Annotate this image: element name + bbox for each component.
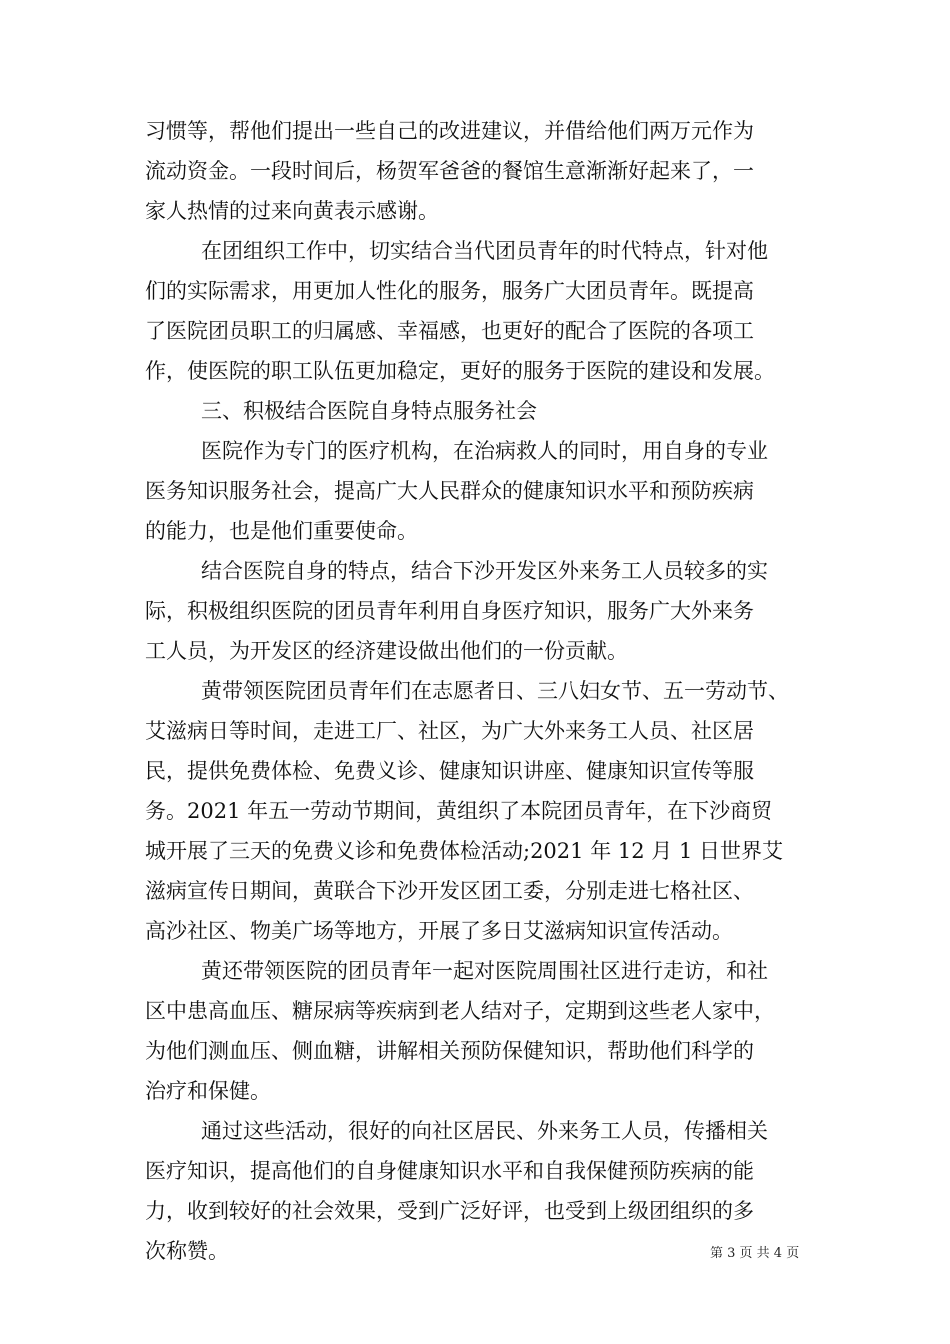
paragraph-first-line: 三、积极结合医院自身特点服务社会: [201, 399, 537, 423]
text-line: 习惯等，帮他们提出一些自己的改进建议，并借给他们两万元作为: [145, 119, 754, 143]
paragraph-first-line: 在团组织工作中，切实结合当代团员青年的时代特点，针对他: [201, 239, 768, 263]
paragraph-first-line: 黄还带领医院的团员青年一起对医院周围社区进行走访，和社: [201, 959, 768, 983]
text-line: 作，使医院的职工队伍更加稳定，更好的服务于医院的建设和发展。: [145, 359, 775, 383]
text-line: 际，积极组织医院的团员青年利用自身医疗知识，服务广大外来务: [145, 599, 754, 623]
text-line: 次称赞。: [145, 1239, 229, 1263]
text-line: 了医院团员职工的归属感、幸福感，也更好的配合了医院的各项工: [145, 319, 754, 343]
text-line: 高沙社区、物美广场等地方，开展了多日艾滋病知识宣传活动。: [145, 919, 733, 943]
paragraph-first-line: 黄带领医院团员青年们在志愿者日、三八妇女节、五一劳动节、: [201, 679, 789, 703]
paragraph-first-line: 结合医院自身的特点，结合下沙开发区外来务工人员较多的实: [201, 559, 768, 583]
text-line: 工人员，为开发区的经济建设做出他们的一份贡献。: [145, 639, 628, 663]
text-line: 务。2021 年五一劳动节期间，黄组织了本院团员青年，在下沙商贸: [145, 799, 773, 823]
text-line: 区中患高血压、糖尿病等疾病到老人结对子，定期到这些老人家中，: [145, 999, 775, 1023]
text-line: 滋病宣传日期间，黄联合下沙开发区团工委，分别走进七格社区、: [145, 879, 754, 903]
paragraph-first-line: 医院作为专门的医疗机构，在治病救人的同时，用自身的专业: [201, 439, 768, 463]
text-line: 医务知识服务社会，提高广大人民群众的健康知识水平和预防疾病: [145, 479, 754, 503]
text-line: 医疗知识，提高他们的自身健康知识水平和自我保健预防疾病的能: [145, 1159, 754, 1183]
text-line: 艾滋病日等时间，走进工厂、社区，为广大外来务工人员、社区居: [145, 719, 754, 743]
paragraph-first-line: 通过这些活动，很好的向社区居民、外来务工人员，传播相关: [201, 1119, 768, 1143]
text-line: 家人热情的过来向黄表示感谢。: [145, 199, 439, 223]
text-line: 力，收到较好的社会效果，受到广泛好评，也受到上级团组织的多: [145, 1199, 754, 1223]
text-line: 民，提供免费体检、免费义诊、健康知识讲座、健康知识宣传等服: [145, 759, 754, 783]
text-line: 们的实际需求，用更加人性化的服务，服务广大团员青年。既提高: [145, 279, 754, 303]
document-body: [145, 111, 825, 1271]
text-line: 为他们测血压、侧血糖，讲解相关预防保健知识，帮助他们科学的: [145, 1039, 754, 1063]
text-line: 的能力，也是他们重要使命。: [145, 519, 418, 543]
text-line: 城开展了三天的免费义诊和免费体检活动;2021 年 12 月 1 日世界艾: [145, 839, 783, 863]
page-number: 第 3 页 共 4 页: [710, 1246, 800, 1261]
text-line: 流动资金。一段时间后，杨贺军爸爸的餐馆生意渐渐好起来了，一: [145, 159, 754, 183]
text-line: 治疗和保健。: [145, 1079, 271, 1103]
